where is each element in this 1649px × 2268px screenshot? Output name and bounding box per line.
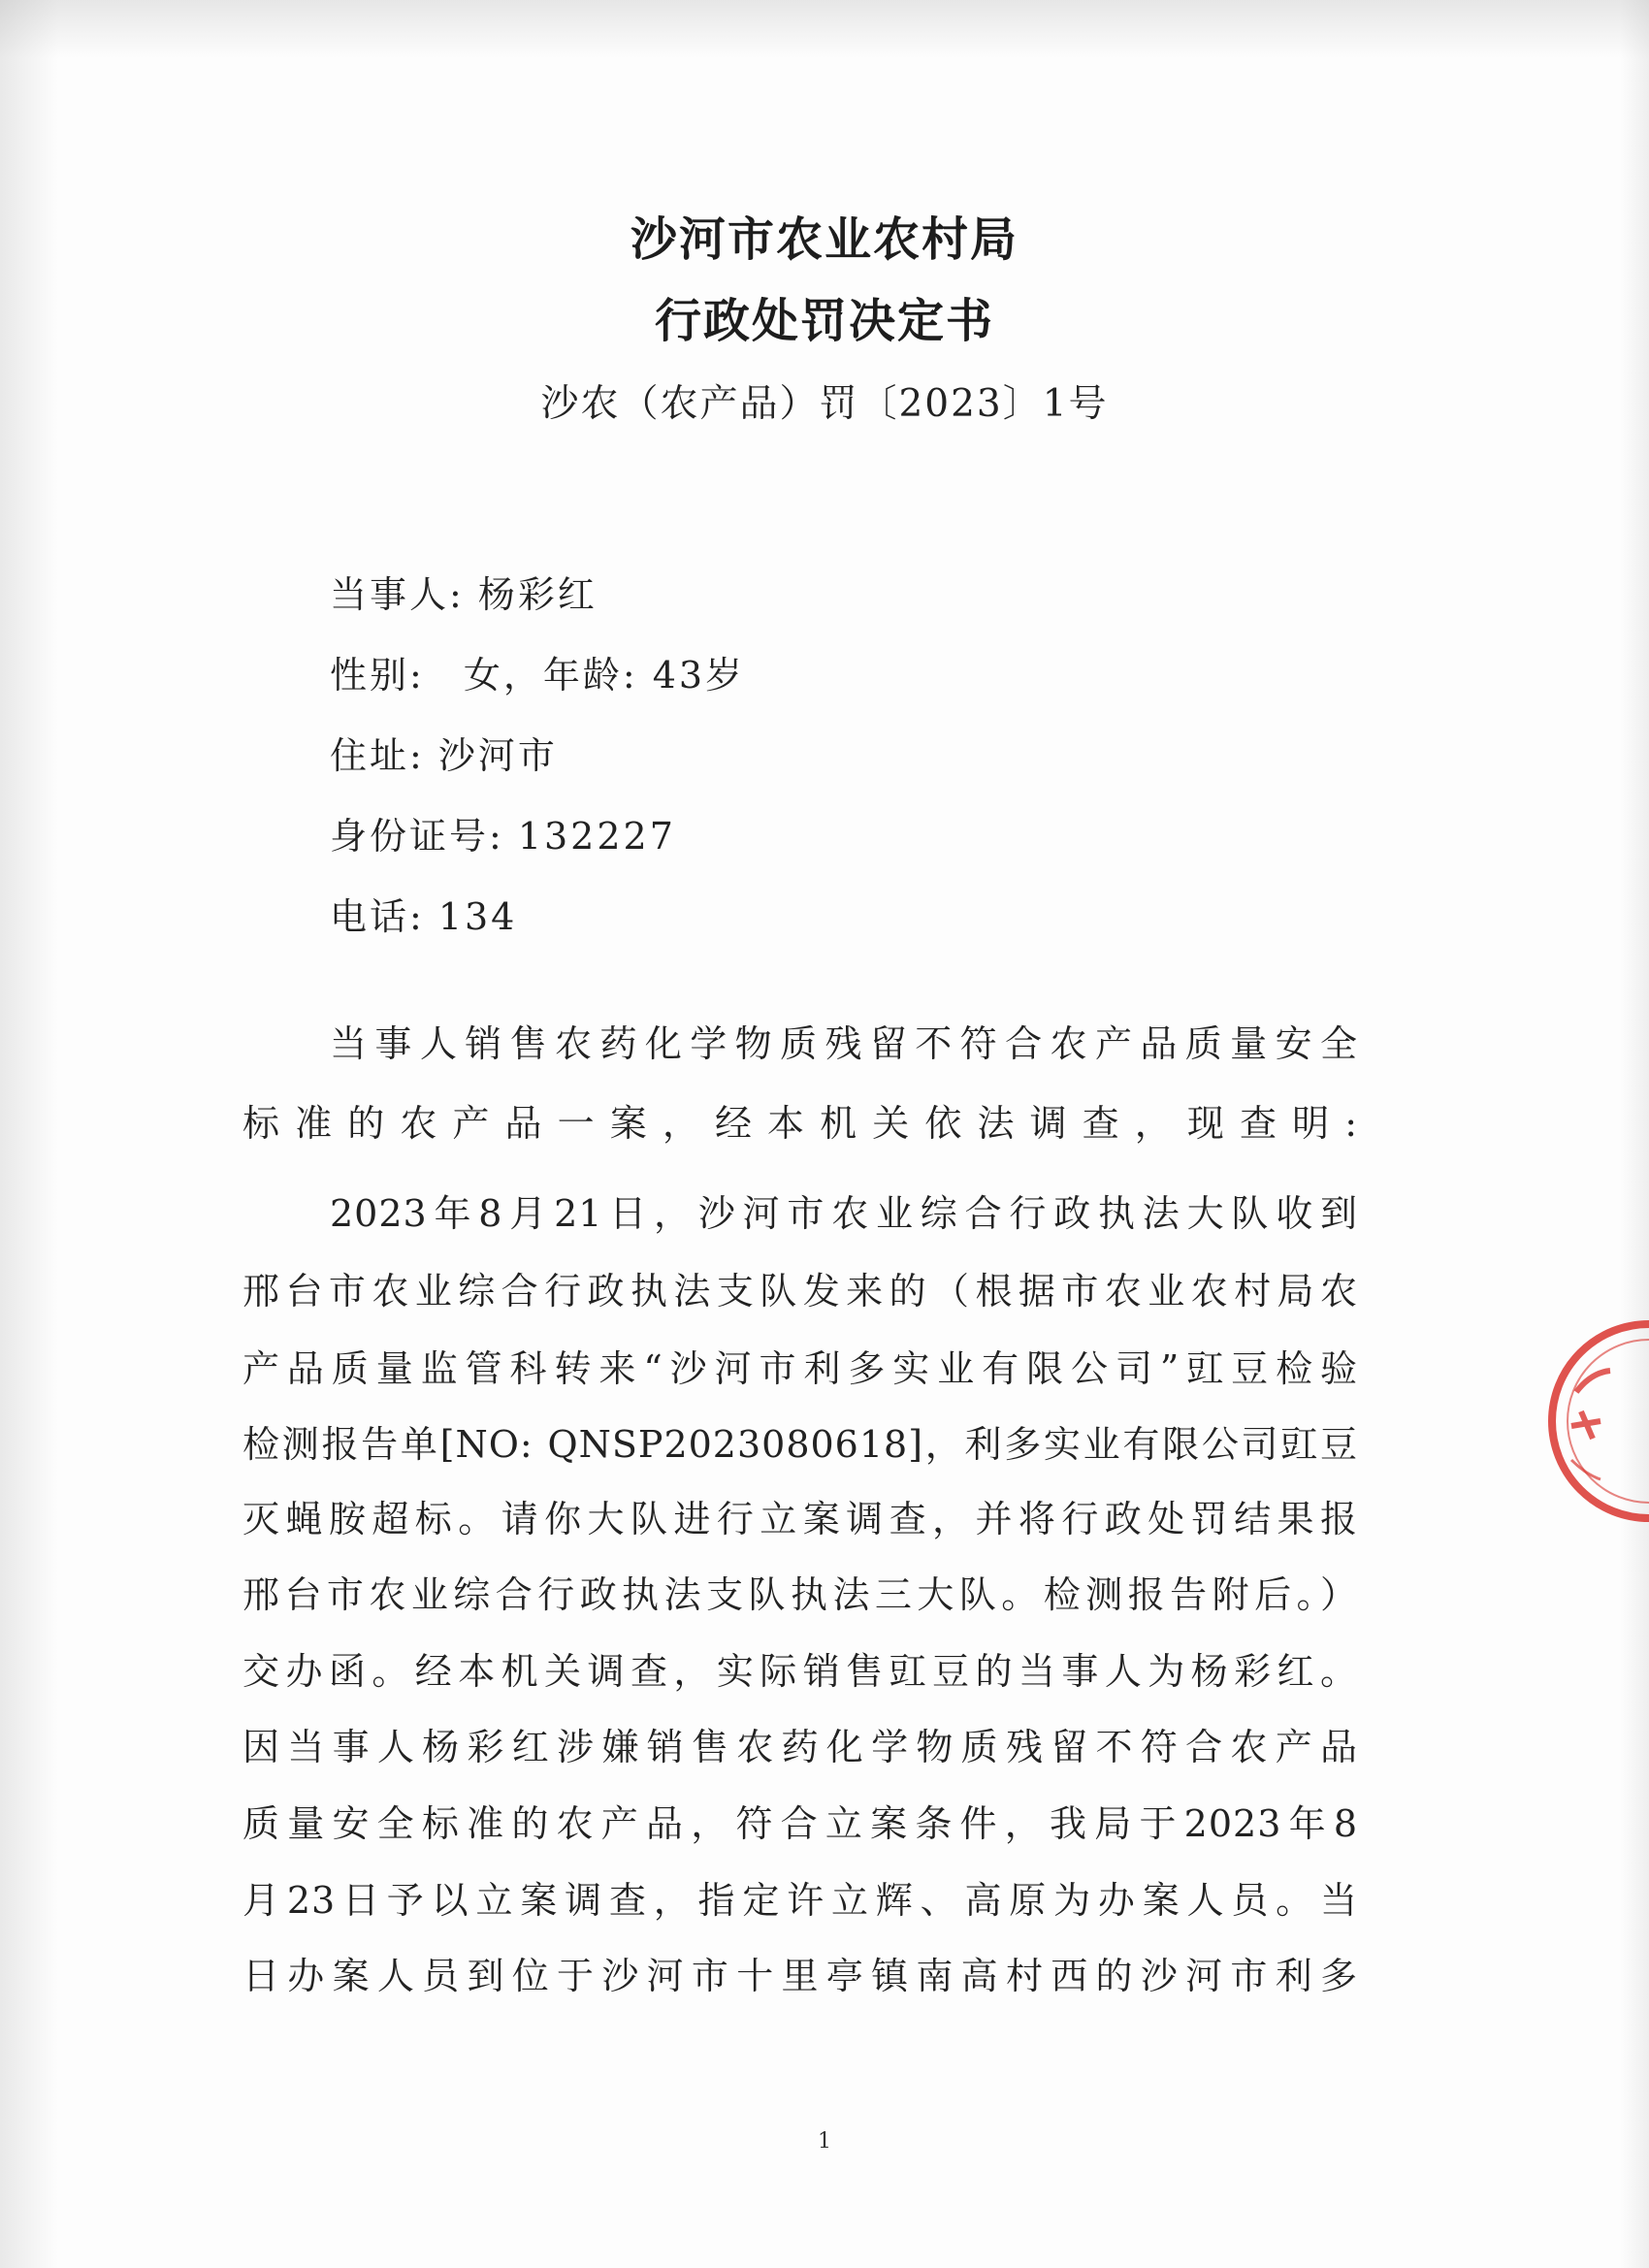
document-number: 沙农（农产品）罚〔2023〕1号 xyxy=(540,382,1109,426)
body-line: 月23日予以立案调查，指定许立辉、高原为办案人员。当 xyxy=(242,1879,1358,1922)
body-line: 因当事人杨彩红涉嫌销售农药化学物质残留不符合农产品 xyxy=(242,1726,1358,1768)
agency-title: 沙河市农业农村局 xyxy=(630,212,1018,267)
party-gender-label: 性别: xyxy=(330,654,425,697)
party-address: 沙河市 xyxy=(437,734,558,777)
party-phone-row xyxy=(330,887,517,940)
body-line: 灭蝇胺超标。请你大队进行立案调查，并将行政处罚结果报 xyxy=(242,1498,1358,1540)
party-gender-age: 女，年龄: 43岁 xyxy=(463,654,746,697)
page-number: 1 xyxy=(818,2129,831,2154)
party-phone: 134 xyxy=(437,895,518,938)
body-line: 2023年8月21日，沙河市农业综合行政执法大队收到 xyxy=(330,1192,1358,1235)
party-phone-label: 电话: xyxy=(330,895,425,938)
document-title: 行政处罚决定书 xyxy=(654,294,994,348)
party-id-label: 身份证号: xyxy=(330,815,504,858)
party-name-label: 当事人: xyxy=(330,573,465,616)
party-id-row xyxy=(330,806,676,859)
body-line: 产品质量监管科转来“沙河市利多实业有限公司”豇豆检验 xyxy=(242,1347,1358,1390)
body-line: 标准的农产品一案，经本机关依法调查，现查明: xyxy=(242,1102,1358,1145)
official-seal-stamp xyxy=(1542,1314,1649,1528)
party-address-label: 住址: xyxy=(330,734,425,777)
body-line: 检测报告单[NO: QNSP2023080618]，利多实业有限公司豇豆 xyxy=(242,1423,1358,1466)
party-name: 杨彩红 xyxy=(477,573,598,616)
body-line: 当事人销售农药化学物质残留不符合农产品质量安全 xyxy=(330,1022,1358,1065)
body-line: 交办函。经本机关调查，实际销售豇豆的当事人为杨彩红。 xyxy=(242,1650,1358,1693)
party-address-row xyxy=(330,726,558,779)
body-line: 日办案人员到位于沙河市十里亭镇南高村西的沙河市利多 xyxy=(242,1955,1358,1997)
party-name-row xyxy=(330,565,598,618)
party-gender-row xyxy=(330,645,745,698)
body-line: 质量安全标准的农产品，符合立案条件，我局于2023年8 xyxy=(242,1802,1358,1845)
body-line: 邢台市农业综合行政执法支队发来的（根据市农业农村局农 xyxy=(242,1270,1358,1312)
scan-shadow-top xyxy=(0,0,1649,58)
body-line: 邢台市农业综合行政执法支队执法三大队。检测报告附后。） xyxy=(242,1573,1358,1616)
party-id-number: 132227 xyxy=(517,815,676,858)
